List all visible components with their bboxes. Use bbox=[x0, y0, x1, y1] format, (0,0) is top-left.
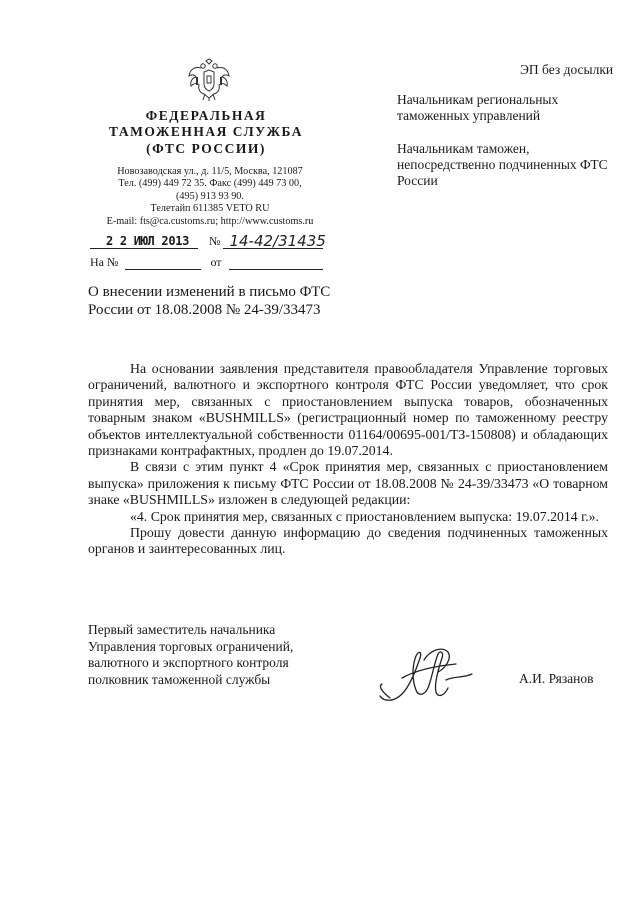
number-field bbox=[223, 232, 326, 250]
signature-icon bbox=[372, 640, 482, 710]
recipient-1: Начальникам региональных таможенных управлений bbox=[397, 92, 559, 123]
letter-body bbox=[88, 361, 608, 558]
org-name-line1: ФЕДЕРАЛЬНАЯ bbox=[145, 108, 267, 123]
registration-number: 14-42/31435 bbox=[229, 232, 326, 250]
signatory-title-line: Управления торговых ограничений, bbox=[88, 638, 294, 654]
registration-date: 2 2 ИЮЛ 2013 bbox=[106, 234, 190, 248]
org-phones: Тел. (499) 449 72 35. Факс (499) 449 73 00, bbox=[118, 178, 302, 190]
body-paragraph-1: На основании заявления представителя правообладателя Управление торговых ограничений, валютного и экспортного контроля ФТС России уведомляет, что срок принятия мер, связанных с приостановлением выпуска товаров, обозначенных товарным знаком «BUSHMILLS» (регистрационный номер по таможенному реестру объектов интеллектуальной собственности 01164/00695-001/ТЗ-150808) и обладающих признаками контрафактных, продлен до 19.07.2014. bbox=[88, 361, 608, 459]
org-address: Новозаводская ул., д. 11/5, Москва, 121087 bbox=[117, 166, 303, 177]
org-contacts bbox=[76, 166, 344, 228]
signatory-name: А.И. Рязанов bbox=[519, 671, 594, 686]
org-phones-2: (495) 913 93 90. bbox=[176, 190, 244, 202]
body-paragraph-2: В связи с этим пункт 4 «Срок принятия мер, связанных с приостановлением выпуска» приложения к письму ФТС России от 18.08.2008 № 24-39/33473 «О товарном знаке «BUSHMILLS» изложен в следующей редакции: bbox=[88, 459, 608, 508]
org-teletype: Телетайп 611385 VETO RU bbox=[150, 203, 270, 215]
registration-row bbox=[90, 232, 326, 250]
org-email: E-mail: fts@ca.customs.ru; http://www.customs.ru bbox=[106, 215, 314, 227]
org-name-line3: (ФТС РОССИИ) bbox=[146, 141, 266, 156]
reference-row bbox=[90, 255, 323, 270]
signatory-title-line: валютного и экспортного контроля bbox=[88, 655, 289, 670]
signatory-title-line: Первый заместитель начальника bbox=[88, 622, 276, 637]
signatory-title bbox=[88, 622, 348, 688]
delivery-note: ЭП без досылки bbox=[520, 62, 614, 77]
body-paragraph-3: «4. Срок принятия мер, связанных с приостановлением выпуска: 19.07.2014 г.». bbox=[130, 508, 600, 524]
recipient-2: Начальникам таможен, непосредственно подчиненных ФТС России bbox=[397, 141, 608, 188]
date-field bbox=[90, 236, 198, 249]
org-name-line2: ТАМОЖЕННАЯ СЛУЖБА bbox=[109, 124, 303, 139]
body-paragraph-4: Прошу довести данную информацию до сведения подчиненных таможенных органов и заинтересованных лиц. bbox=[88, 525, 608, 557]
reference-number-field bbox=[125, 257, 201, 270]
reference-from-label: от bbox=[210, 255, 222, 269]
number-label: № bbox=[209, 234, 221, 248]
signatory-title-line: полковник таможенной службы bbox=[88, 671, 271, 687]
eagle-emblem-icon bbox=[186, 58, 232, 102]
letter-subject: О внесении изменений в письмо ФТС России от 18.08.2008 № 24-39/33473 bbox=[88, 284, 331, 318]
reference-date-field bbox=[229, 257, 323, 270]
reference-label: На № bbox=[90, 255, 119, 269]
